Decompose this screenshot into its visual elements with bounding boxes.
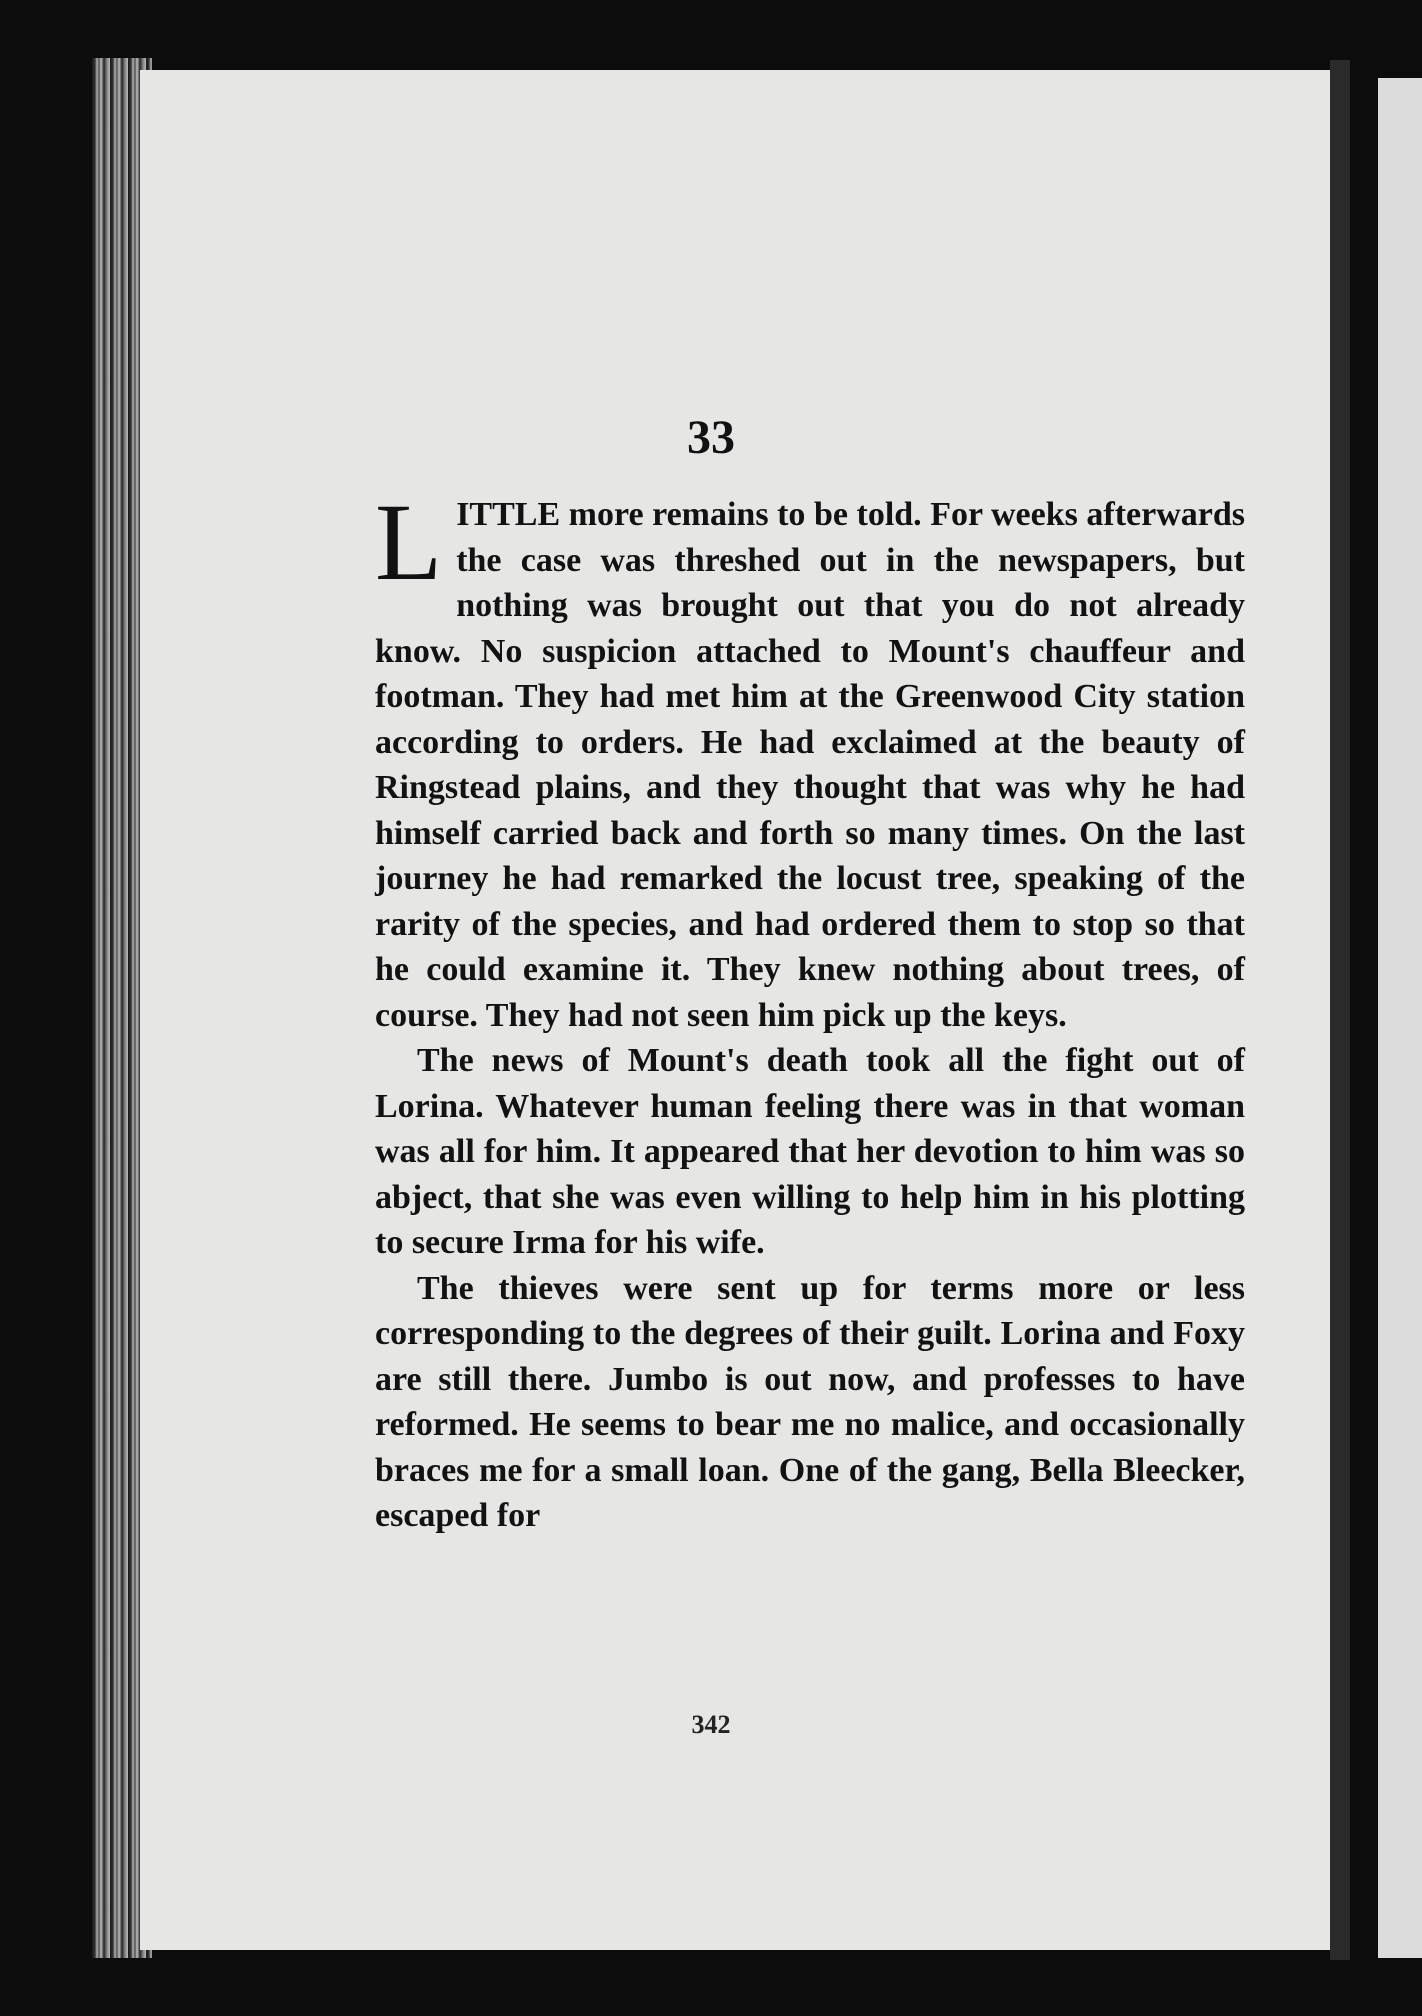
paragraph-2: The news of Mount's death took all the fight out of Lorina. Whatever human feeling there was in that woman was all for him. It appeared that her devotion to him was so abject, that she was even willing to help him in his plotting to secure Irma for his wife. xyxy=(375,1042,1245,1261)
page-number: 342 xyxy=(691,1710,731,1739)
drop-cap: L xyxy=(375,481,443,603)
paragraph-1 xyxy=(375,481,1245,1038)
chapter-number: 33 xyxy=(687,411,735,464)
paragraph-1-text: ITTLE more remains to be told. For weeks afterwards the case was threshed out in the newspapers, but nothing was brought out that you do not already know. No suspicion attached to Mount's chauffeur and footman. They had met him at the Greenwood City station according to orders. He had exclaimed at the beauty of Ringstead plains, and they thought that was why he had himself carried back and forth so many times. On the last journey he had remarked the locust tree, speaking of the rarity of the species, and had ordered them to stop so that he could examine it. They knew nothing about trees, of course. They had not seen him pick up the keys. xyxy=(375,496,1245,1034)
page-edge-shadow xyxy=(1330,60,1350,1960)
paragraph-3: The thieves were sent up for terms more or less corresponding to the degrees of their guilt. Lorina and Foxy are still there. Jumbo is out now, and professes to have reformed. He seems to bear me no malice, and occasionally braces me for a small loan. One of the gang, Bella Bleecker, escaped for xyxy=(375,1269,1245,1534)
body-text xyxy=(375,481,1245,1539)
facing-page-edge xyxy=(1378,78,1422,1958)
